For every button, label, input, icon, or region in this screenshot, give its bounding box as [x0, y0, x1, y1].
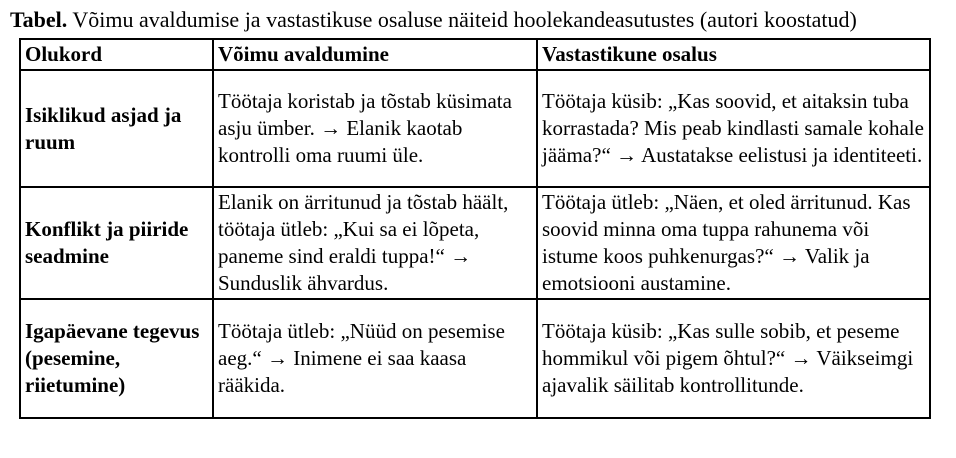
cell-participation-example: Töötaja küsib: „Kas soovid, et aitaksin tuba korrastada? Mis peab kindlasti samale kohale jääma?“ → Austatakse eelistusi ja identiteeti.	[537, 70, 930, 187]
table-caption-text: Võimu avaldumise ja vastastikuse osaluse näiteid hoolekandeasutustes (autori koostatud)	[67, 7, 857, 32]
table-row	[20, 187, 930, 299]
column-header-olukord: Olukord	[20, 39, 213, 70]
cell-power-example: Töötaja koristab ja tõstab küsimata asju ümber. → Elanik kaotab kontrolli oma ruumi üle.	[213, 70, 537, 187]
power-participation-table	[19, 38, 931, 419]
cell-situation-isiklikud-asjad: Isiklikud asjad ja ruum	[20, 70, 213, 187]
column-header-vastastikune-osalus: Vastastikune osalus	[537, 39, 930, 70]
column-header-voimu-avaldumine: Võimu avaldumine	[213, 39, 537, 70]
table-caption-label: Tabel.	[10, 7, 68, 32]
table-header-row	[20, 39, 930, 70]
cell-power-example: Töötaja ütleb: „Nüüd on pesemise aeg.“ → Inimene ei saa kaasa rääkida.	[213, 299, 537, 418]
table-row	[20, 70, 930, 187]
cell-participation-example: Töötaja küsib: „Kas sulle sobib, et peseme hommikul või pigem õhtul?“ → Väikseimgi ajavalik säilitab kontrollitunde.	[537, 299, 930, 418]
cell-participation-example: Töötaja ütleb: „Näen, et oled ärritunud. Kas soovid minna oma tuppa rahunema või istume koos puhkenurgas?“ → Valik ja emotsiooni austamine.	[537, 187, 930, 299]
cell-situation-igapaevane-tegevus: Igapäevane tegevus (pesemine, riietumine)	[20, 299, 213, 418]
table-row	[20, 299, 930, 418]
table-caption	[10, 7, 912, 33]
cell-situation-konflikt: Konflikt ja piiride seadmine	[20, 187, 213, 299]
cell-power-example: Elanik on ärritunud ja tõstab häält, töötaja ütleb: „Kui sa ei lõpeta, paneme sind eraldi tuppa!“ → Sunduslik ähvardus.	[213, 187, 537, 299]
